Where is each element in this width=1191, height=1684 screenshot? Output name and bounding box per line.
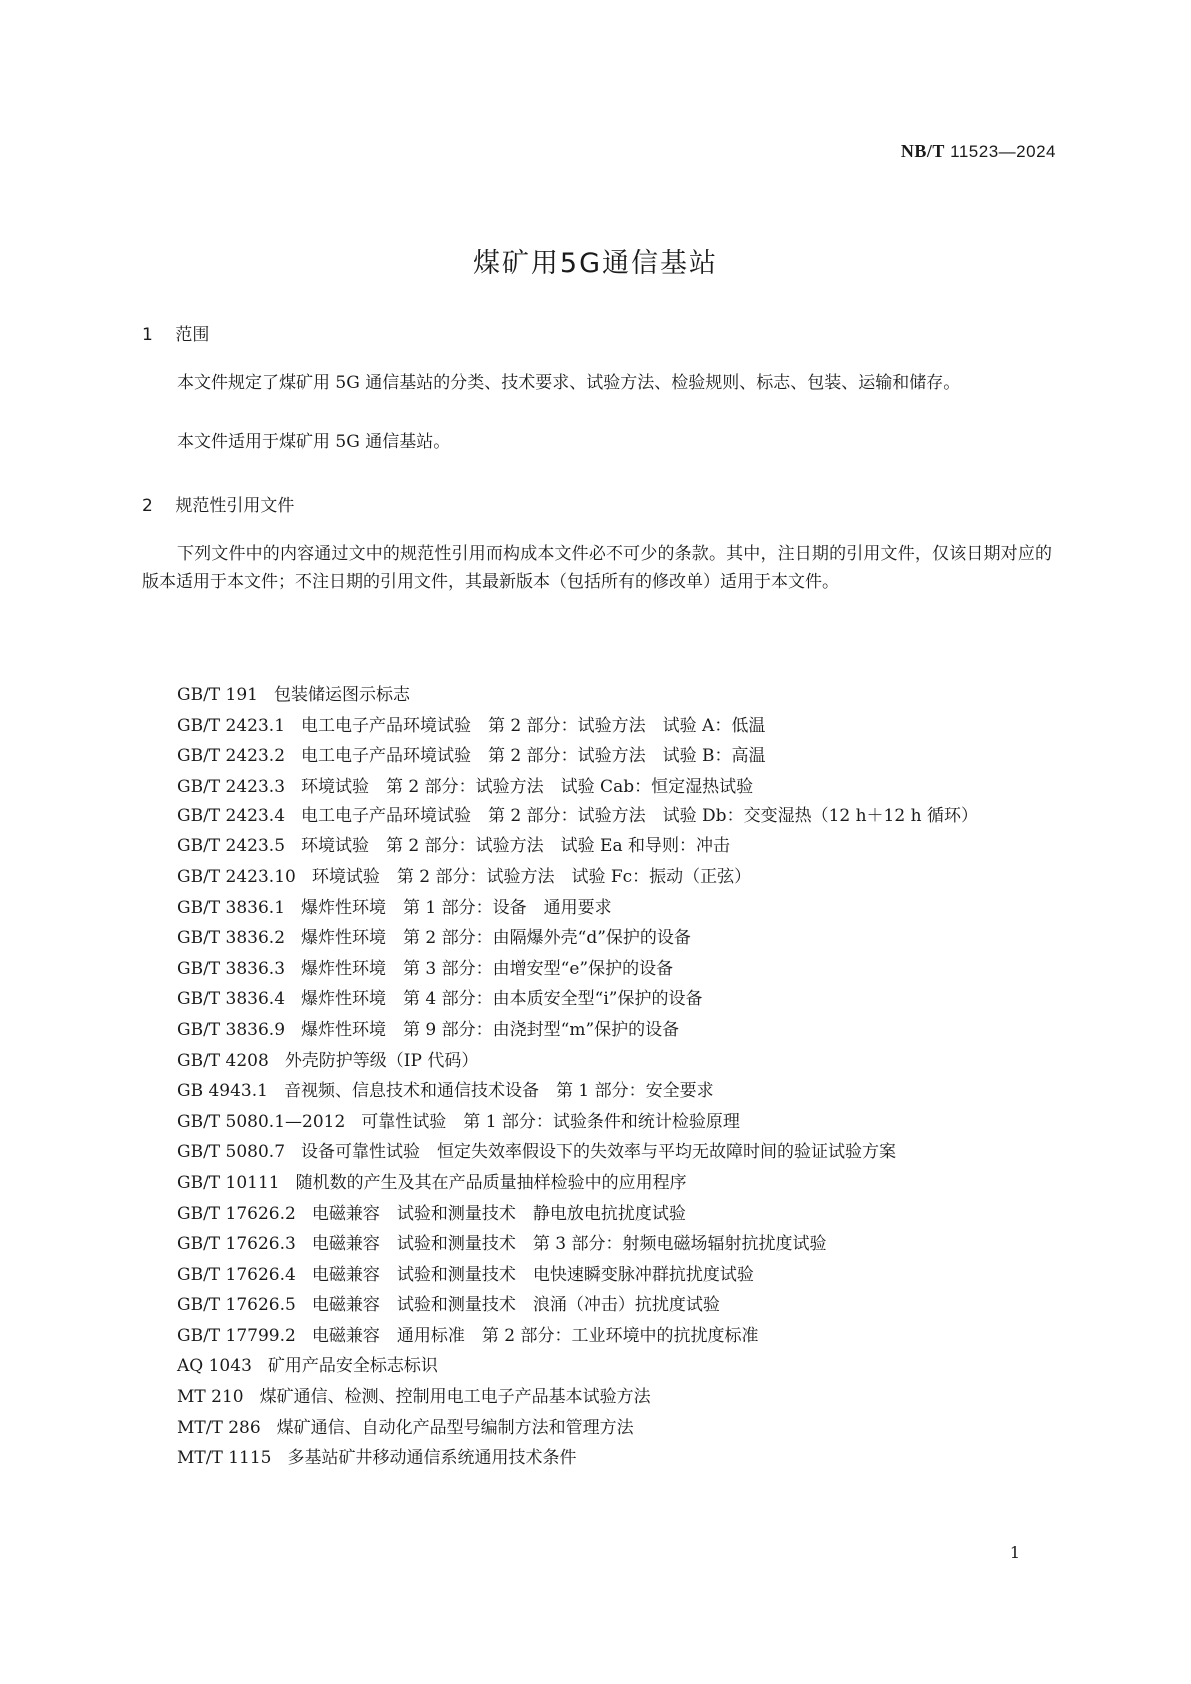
reference-code: GB/T 191 [177, 685, 258, 705]
reference-code: GB/T 3836.1 [177, 897, 286, 918]
reference-item [142, 1076, 1052, 1107]
reference-title: 爆炸性环境 第 4 部分：由本质安全型“i”保护的设备 [301, 989, 703, 1010]
reference-list [142, 680, 1052, 1474]
reference-title: 爆炸性环境 第 3 部分：由增安型“e”保护的设备 [301, 958, 674, 979]
standard-number: 11523—2024 [950, 142, 1056, 161]
reference-title: 音视频、信息技术和通信技术设备 第 1 部分：安全要求 [283, 1081, 714, 1102]
reference-code: GB/T 17626.4 [177, 1264, 296, 1285]
reference-title: 可靠性试验 第 1 部分：试验条件和统计检验原理 [361, 1111, 740, 1132]
reference-title: 多基站矿井移动通信系统通用技术条件 [287, 1448, 577, 1469]
reference-title: 电磁兼容 通用标准 第 2 部分：工业环境中的抗扰度标准 [311, 1325, 759, 1346]
reference-item [142, 923, 1052, 954]
reference-code: GB/T 3836.9 [177, 1019, 286, 1040]
reference-code: GB/T 10111 [177, 1172, 280, 1193]
page-number: 1 [1009, 1543, 1020, 1562]
reference-code: GB/T 2423.1 [177, 715, 286, 736]
reference-code: GB/T 3836.4 [177, 989, 286, 1010]
reference-title: 电磁兼容 试验和测量技术 第 3 部分：射频电磁场辐射抗扰度试验 [311, 1234, 827, 1255]
reference-code: GB/T 17799.2 [177, 1325, 296, 1346]
reference-title: 煤矿通信、检测、控制用电工电子产品基本试验方法 [259, 1387, 651, 1408]
reference-item [142, 1229, 1052, 1260]
reference-title: 环境试验 第 2 部分：试验方法 试验 Cab：恒定湿热试验 [301, 776, 754, 797]
reference-item [142, 1413, 1052, 1444]
reference-title: 环境试验 第 2 部分：试验方法 试验 Fc：振动（正弦） [311, 866, 752, 887]
reference-code: GB/T 5080.7 [177, 1142, 286, 1163]
reference-code: GB/T 17626.2 [177, 1203, 296, 1224]
reference-title: 爆炸性环境 第 9 部分：由浇封型“m”保护的设备 [301, 1019, 680, 1040]
reference-code: GB/T 3836.3 [177, 958, 286, 979]
reference-code: MT 210 [177, 1387, 244, 1408]
reference-item [142, 1107, 1052, 1138]
reference-item [142, 1260, 1052, 1291]
reference-item [142, 1168, 1052, 1199]
scope-applicability-paragraph: 本文件适用于煤矿用 5G 通信基站。 [177, 432, 451, 452]
reference-item [142, 1015, 1052, 1046]
reference-code: GB/T 2423.5 [177, 836, 286, 857]
reference-item [142, 1046, 1052, 1077]
reference-title: 电工电子产品环境试验 第 2 部分：试验方法 试验 A：低温 [301, 715, 766, 736]
reference-item [142, 954, 1052, 985]
reference-item [142, 1351, 1052, 1382]
reference-title: 电磁兼容 试验和测量技术 电快速瞬变脉冲群抗扰度试验 [311, 1264, 754, 1285]
reference-title: 电工电子产品环境试验 第 2 部分：试验方法 试验 Db：交变湿热（12 h＋12 h 循环） [301, 806, 978, 827]
reference-title: 煤矿通信、自动化产品型号编制方法和管理方法 [276, 1417, 634, 1438]
reference-item [142, 772, 1052, 803]
section-1-heading [142, 320, 209, 345]
reference-code: GB/T 17626.3 [177, 1234, 296, 1255]
reference-code: GB 4943.1 [177, 1081, 268, 1102]
reference-code: MT/T 1115 [177, 1448, 272, 1469]
reference-code: AQ 1043 [177, 1356, 252, 1377]
reference-code: GB/T 2423.4 [177, 806, 286, 827]
reference-item [142, 1290, 1052, 1321]
reference-code: GB/T 4208 [177, 1050, 269, 1071]
reference-title: 电工电子产品环境试验 第 2 部分：试验方法 试验 B：高温 [301, 746, 766, 767]
reference-item [142, 1443, 1052, 1474]
standard-code: NB/T [900, 141, 945, 161]
reference-title: 电磁兼容 试验和测量技术 静电放电抗扰度试验 [311, 1203, 686, 1224]
document-title: 煤矿用5G通信基站 [472, 248, 719, 279]
reference-item [142, 831, 1052, 862]
reference-code: GB/T 3836.2 [177, 928, 286, 949]
reference-item [142, 1321, 1052, 1352]
section-title: 范围 [175, 325, 210, 345]
reference-code: GB/T 2423.2 [177, 746, 286, 767]
reference-item [142, 1137, 1052, 1168]
reference-item [142, 1382, 1052, 1413]
reference-code: GB/T 2423.10 [177, 866, 296, 887]
reference-title: 电磁兼容 试验和测量技术 浪涌（冲击）抗扰度试验 [311, 1295, 720, 1316]
scope-paragraph: 本文件规定了煤矿用 5G 通信基站的分类、技术要求、试验方法、检验规则、标志、包装、运输和储存。 [177, 373, 961, 393]
reference-title: 外壳防护等级（IP 代码） [284, 1050, 479, 1071]
reference-title: 爆炸性环境 第 2 部分：由隔爆外壳“d”保护的设备 [301, 928, 691, 949]
reference-item [142, 680, 1052, 711]
standard-number-header [901, 141, 1056, 162]
reference-title: 设备可靠性试验 恒定失效率假设下的失效率与平均无故障时间的验证试验方案 [301, 1142, 897, 1163]
section-title: 规范性引用文件 [175, 496, 295, 516]
reference-item [142, 741, 1052, 772]
reference-title: 随机数的产生及其在产品质量抽样检验中的应用程序 [295, 1172, 687, 1193]
reference-title: 环境试验 第 2 部分：试验方法 试验 Ea 和导则：冲击 [301, 836, 731, 857]
reference-item [142, 711, 1052, 742]
normative-references-intro: 下列文件中的内容通过文中的规范性引用而构成本文件必不可少的条款。其中，注日期的引用文件，仅该日期对应的版本适用于本文件；不注日期的引用文件，其最新版本（包括所有的修改单）适用于本文件。 [142, 544, 1052, 592]
reference-code: MT/T 286 [177, 1417, 261, 1438]
reference-title: 包装储运图示标志 [274, 685, 410, 705]
section-number: 1 [142, 325, 153, 345]
reference-item [142, 862, 1052, 893]
reference-item [142, 1199, 1052, 1230]
reference-title: 矿用产品安全标志标识 [267, 1356, 438, 1377]
reference-item [142, 984, 1052, 1015]
reference-code: GB/T 5080.1—2012 [177, 1111, 346, 1132]
reference-item [142, 802, 1052, 831]
section-2-heading [142, 491, 294, 516]
reference-code: GB/T 2423.3 [177, 776, 286, 797]
section-number: 2 [142, 496, 153, 516]
reference-title: 爆炸性环境 第 1 部分：设备 通用要求 [301, 897, 612, 918]
reference-item [142, 893, 1052, 924]
reference-code: GB/T 17626.5 [177, 1295, 296, 1316]
